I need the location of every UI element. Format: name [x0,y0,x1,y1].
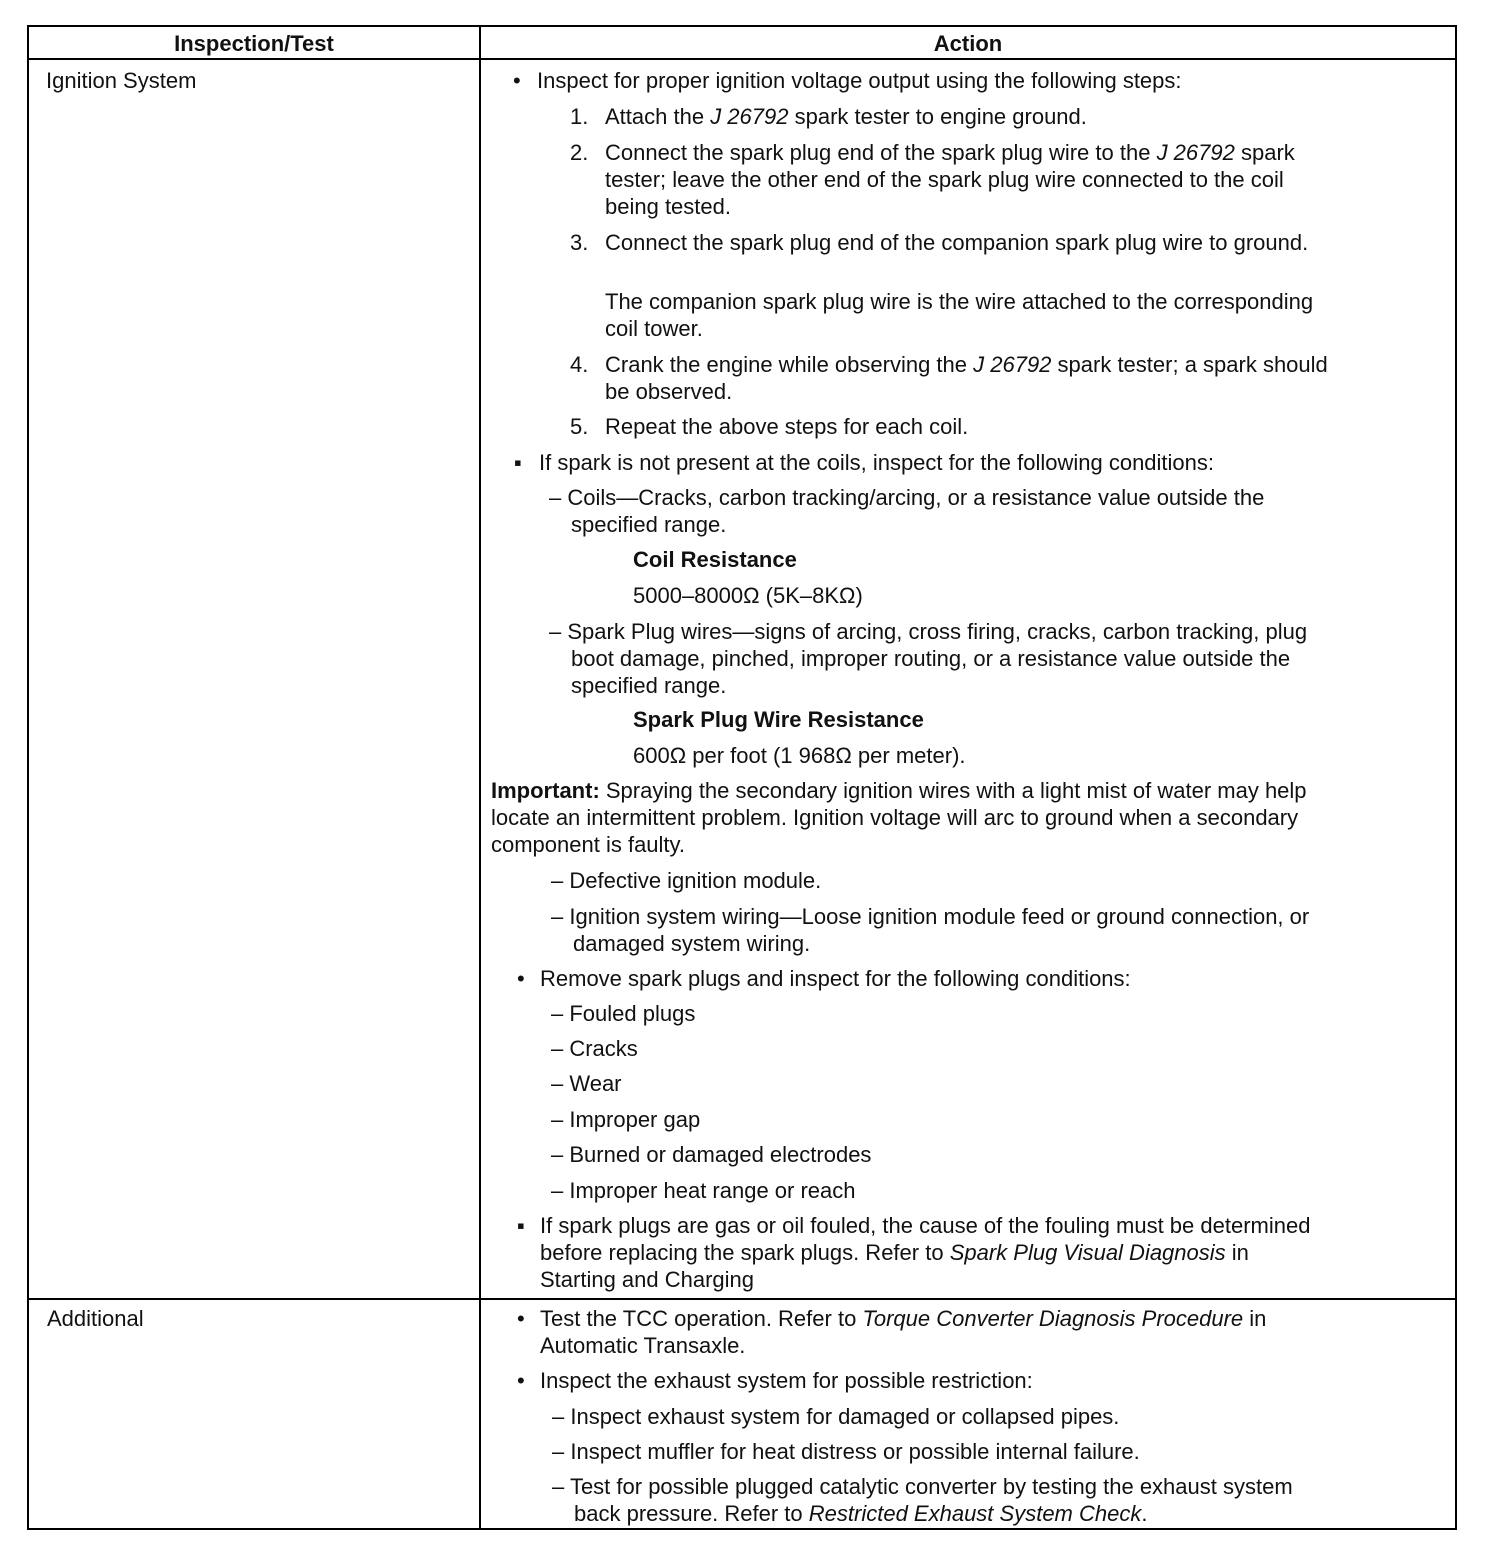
step-number: 5. [570,414,589,439]
coil-resistance-label: Coil Resistance [633,547,797,572]
step-number: 3. [570,230,589,255]
fouled-plugs-note-line-2: before replacing the spark plugs. Refer to Spark Plug Visual Diagnosis in [540,1240,1249,1265]
bullet-icon: ▪ [517,1213,525,1238]
exhaust-pipes: – Inspect exhaust system for damaged or collapsed pipes. [552,1404,1120,1429]
row-title-ignition: Ignition System [46,68,197,93]
tcc-test-line-2: Automatic Transaxle. [540,1333,746,1358]
column-divider [479,27,481,1528]
step-number: 4. [570,352,589,377]
coil-resistance-value: 5000–8000Ω (5K–8KΩ) [633,583,863,608]
bullet-icon: • [517,1368,525,1393]
remove-plugs: Remove spark plugs and inspect for the following conditions: [540,966,1131,991]
wiring-condition: – Ignition system wiring—Loose ignition module feed or ground connection, or [551,904,1310,929]
step-4-line-2: be observed. [605,379,733,404]
catalytic-converter-test: – Test for possible plugged catalytic converter by testing the exhaust system [552,1474,1293,1499]
row-title-additional: Additional [47,1306,144,1331]
plug-condition: – Improper gap [551,1107,701,1132]
wire-resistance-label: Spark Plug Wire Resistance [633,707,924,732]
coils-condition: – Coils—Cracks, carbon tracking/arcing, or a resistance value outside the [549,485,1265,510]
important-note-line-2: locate an intermittent problem. Ignition voltage will arc to ground when a secondary [491,805,1299,830]
step-5: Repeat the above steps for each coil. [605,414,969,439]
catalytic-converter-test-line-2: back pressure. Refer to Restricted Exhaust System Check. [574,1501,1148,1526]
step-1: Attach the J 26792 spark tester to engine ground. [605,104,1087,129]
step-4: Crank the engine while observing the J 26792 spark tester; a spark should [605,352,1328,377]
wires-condition-line-3: specified range. [571,673,727,698]
important-note: Important: Spraying the secondary ignition wires with a light mist of water may help [491,778,1307,803]
plug-condition: – Improper heat range or reach [551,1178,856,1203]
exhaust-muffler: – Inspect muffler for heat distress or possible internal failure. [552,1439,1140,1464]
wires-condition-line-2: boot damage, pinched, improper routing, or a resistance value outside the [571,646,1291,671]
bullet-icon: • [517,966,525,991]
bullet-icon: ▪ [514,450,522,475]
no-spark-conditions: If spark is not present at the coils, inspect for the following conditions: [539,450,1215,475]
wires-condition: – Spark Plug wires—signs of arcing, cross firing, cracks, carbon tracking, plug [549,619,1308,644]
exhaust-inspection: Inspect the exhaust system for possible restriction: [540,1368,1033,1393]
tcc-test: Test the TCC operation. Refer to Torque Converter Diagnosis Procedure in [540,1306,1267,1331]
plug-condition: – Wear [551,1071,622,1096]
plug-condition: – Fouled plugs [551,1001,696,1026]
coils-condition-line-2: specified range. [571,512,727,537]
step-2-line-2: tester; leave the other end of the spark plug wire connected to the coil [605,167,1284,192]
row-divider [29,1298,1455,1300]
bullet-icon: • [517,1306,525,1331]
bullet-icon: • [513,68,521,93]
ignition-intro: Inspect for proper ignition voltage output using the following steps: [537,68,1182,93]
step-number: 1. [570,104,589,129]
header-action: Action [933,31,1003,56]
important-note-line-3: component is faulty. [491,832,686,857]
step-2-line-3: being tested. [605,194,731,219]
step-3-note: The companion spark plug wire is the wire attached to the corresponding [605,289,1314,314]
header-inspection-test: Inspection/Test [174,31,334,56]
fouled-plugs-note: If spark plugs are gas or oil fouled, the cause of the fouling must be determined [540,1213,1311,1238]
plug-condition: – Burned or damaged electrodes [551,1142,872,1167]
step-3: Connect the spark plug end of the companion spark plug wire to ground. [605,230,1309,255]
plug-condition: – Cracks [551,1036,638,1061]
module-condition: – Defective ignition module. [551,868,822,893]
wiring-condition-line-2: damaged system wiring. [573,931,811,956]
fouled-plugs-note-line-3: Starting and Charging [540,1267,755,1292]
step-number: 2. [570,140,589,165]
step-2: Connect the spark plug end of the spark plug wire to the J 26792 spark [605,140,1295,165]
step-3-note-line-2: coil tower. [605,316,703,341]
wire-resistance-value: 600Ω per foot (1 968Ω per meter). [633,743,966,768]
